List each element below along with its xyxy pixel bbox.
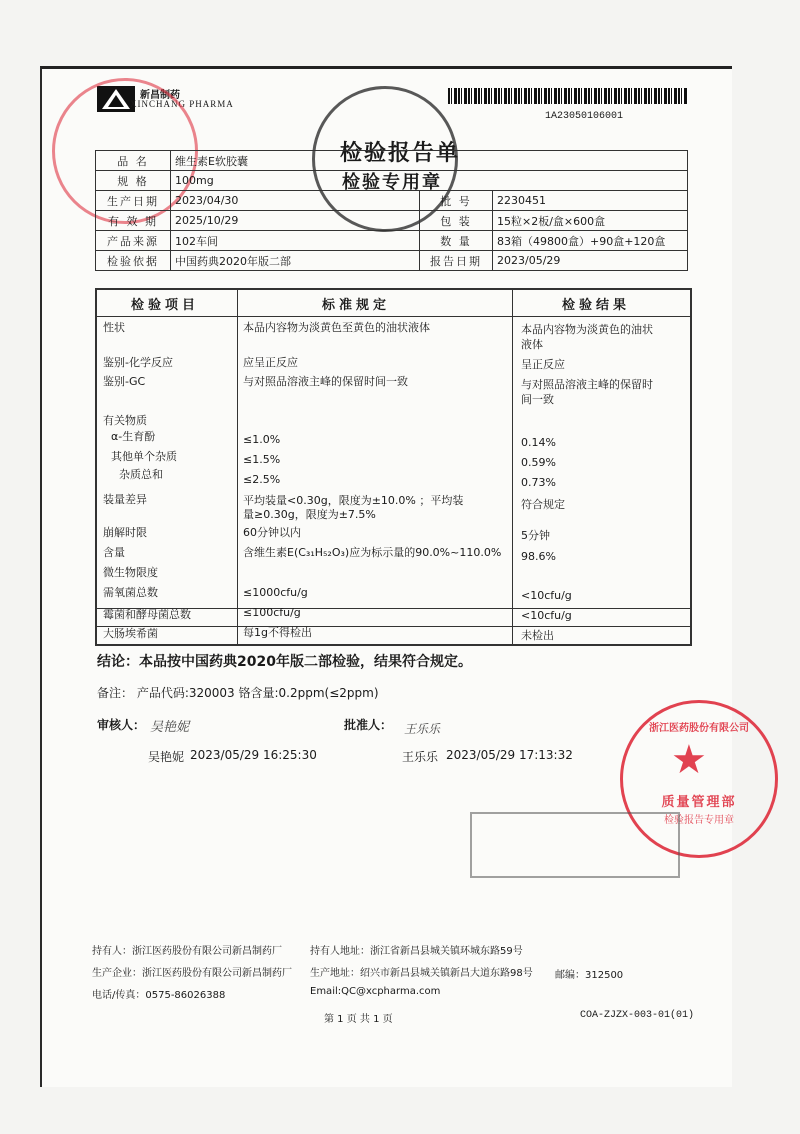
- pack-label: 包 装: [420, 211, 493, 231]
- row-result: <10cfu/g: [521, 589, 572, 602]
- header-item: 检验项目: [131, 298, 200, 313]
- row-item: 崩解时限: [103, 526, 147, 539]
- approver-time: 2023/05/29 17:13:32: [446, 748, 573, 762]
- product-info-table: [95, 150, 688, 271]
- row-result: 0.14%: [521, 436, 556, 449]
- row-item: 鉴别-化学反应: [103, 356, 173, 369]
- row-result: 本品内容物为淡黄色的油状: [521, 323, 653, 336]
- report-title: 检验报告单: [340, 141, 461, 166]
- report-subtitle: 检验专用章: [342, 172, 442, 193]
- reviewer-label: 审核人：: [97, 718, 146, 732]
- basis-label: 检验依据: [96, 251, 171, 271]
- source-value: 102车间: [171, 231, 420, 251]
- row-result: 98.6%: [521, 550, 556, 563]
- results-table: [95, 288, 692, 646]
- row-item: 含量: [103, 546, 125, 559]
- reviewer-signature: 吴艳妮: [150, 719, 190, 734]
- row-standard: 与对照品溶液主峰的保留时间一致: [243, 375, 408, 388]
- qty-label: 数 量: [420, 231, 493, 251]
- footer-maker: 生产企业：浙江医药股份有限公司新昌制药厂: [92, 968, 292, 979]
- footer-page: 第 1 页 共 1 页: [324, 1014, 393, 1025]
- qty-value: 83箱（49800盒）+90盒+120盒: [493, 231, 688, 251]
- row-result: 5分钟: [521, 529, 550, 542]
- row-item: α-生育酚: [111, 430, 156, 443]
- row-result: 0.73%: [521, 476, 556, 489]
- header-result: 检验结果: [562, 298, 631, 313]
- source-label: 产品来源: [96, 231, 171, 251]
- spec-value: 100mg: [171, 171, 688, 191]
- row-item: 需氧菌总数: [103, 586, 158, 599]
- report-id: 1A23050106001: [545, 111, 624, 122]
- reviewer-time: 2023/05/29 16:25:30: [190, 748, 317, 762]
- row-item: 杂质总和: [119, 468, 163, 481]
- product-value: 维生素E软胶囊: [171, 151, 688, 171]
- barcode: [448, 88, 688, 104]
- spec-label: 规 格: [96, 171, 171, 191]
- row-item: 有关物质: [103, 414, 147, 427]
- seal-company: 浙江医药股份有限公司: [649, 723, 749, 734]
- reviewer-name: 吴艳妮: [148, 750, 185, 764]
- mfg-label: 生产日期: [96, 191, 171, 211]
- seal-dept: 质量管理部: [661, 795, 737, 810]
- exp-value: 2025/10/29: [171, 211, 420, 231]
- approver-name: 王乐乐: [402, 750, 439, 764]
- row-item: 装量差异: [103, 493, 147, 506]
- row-standard: 应呈正反应: [243, 356, 298, 369]
- row-item: 性状: [103, 321, 125, 334]
- pack-value: 15粒×2板/盒×600盒: [493, 211, 688, 231]
- approver-signature: 王乐乐: [404, 722, 441, 736]
- row-standard: ≤1.5%: [243, 453, 281, 466]
- row-result: 呈正反应: [521, 358, 565, 371]
- mirrored-rect-stamp: [470, 812, 680, 878]
- conclusion: 结论：本品按中国药典2020年版二部检验，结果符合规定。: [97, 654, 472, 670]
- row-result-cont: 液体: [521, 338, 543, 351]
- row-result: <10cfu/g: [521, 609, 572, 622]
- footer-holder-address: 持有人地址：浙江省新昌县城关镇环城东路59号: [310, 946, 523, 957]
- row-standard-cont: 量≥0.30g，限度为±7.5%: [243, 508, 376, 521]
- remark: 备注： 产品代码:320003 铬含量:0.2ppm(≤2ppm): [97, 686, 379, 700]
- row-result: 与对照品溶液主峰的保留时: [521, 378, 653, 391]
- approver-label: 批准人：: [344, 718, 393, 732]
- row-standard: 每1g不得检出: [243, 626, 312, 639]
- row-item: 大肠埃希菌: [103, 627, 158, 640]
- basis-value: 中国药典2020年版二部: [171, 251, 420, 271]
- company-name-en: XINCHANG PHARMA: [130, 99, 234, 109]
- batch-value: 2230451: [493, 191, 688, 211]
- row-standard: 60分钟以内: [243, 526, 301, 539]
- seal-use: 检验报告专用章: [664, 815, 734, 826]
- row-standard: 本品内容物为淡黄色至黄色的油状液体: [243, 321, 430, 334]
- row-result: 符合规定: [521, 498, 565, 511]
- date-value: 2023/05/29: [493, 251, 688, 271]
- date-label: 报告日期: [420, 251, 493, 271]
- footer-holder: 持有人：浙江医药股份有限公司新昌制药厂: [92, 946, 282, 957]
- row-item: 霉菌和酵母菌总数: [103, 608, 191, 621]
- exp-label: 有 效 期: [96, 211, 171, 231]
- footer-postcode: 邮编：312500: [555, 970, 624, 981]
- footer-doc-code: COA-ZJZX-003-01(01): [580, 1010, 695, 1021]
- footer-phone: 电话/传真：0575-86026388: [92, 990, 226, 1001]
- row-result-cont: 间一致: [521, 393, 554, 406]
- row-result: 0.59%: [521, 456, 556, 469]
- company-name: 新昌制药: [140, 90, 180, 101]
- footer-maker-address: 生产地址：绍兴市新昌县城关镇新昌大道东路98号: [310, 968, 533, 979]
- row-standard: 含维生素E(C₃₁H₅₂O₃)应为标示量的90.0%~110.0%: [243, 546, 502, 559]
- product-label: 品 名: [96, 151, 171, 171]
- header-standard: 标准规定: [322, 298, 391, 313]
- row-standard: ≤2.5%: [243, 473, 281, 486]
- row-standard: 平均装量<0.30g，限度为±10.0% ；平均装: [243, 494, 464, 507]
- row-result: 未检出: [521, 629, 554, 642]
- row-item: 微生物限度: [103, 566, 158, 579]
- star-icon: ★: [671, 737, 707, 783]
- footer-email: Email:QC@xcpharma.com: [310, 986, 441, 997]
- row-item: 鉴别-GC: [103, 375, 146, 388]
- row-standard: ≤1000cfu/g: [243, 586, 308, 599]
- row-standard: ≤1.0%: [243, 433, 281, 446]
- batch-label: 批 号: [420, 191, 493, 211]
- mfg-value: 2023/04/30: [171, 191, 420, 211]
- row-item: 其他单个杂质: [111, 450, 177, 463]
- row-standard: ≤100cfu/g: [243, 606, 301, 619]
